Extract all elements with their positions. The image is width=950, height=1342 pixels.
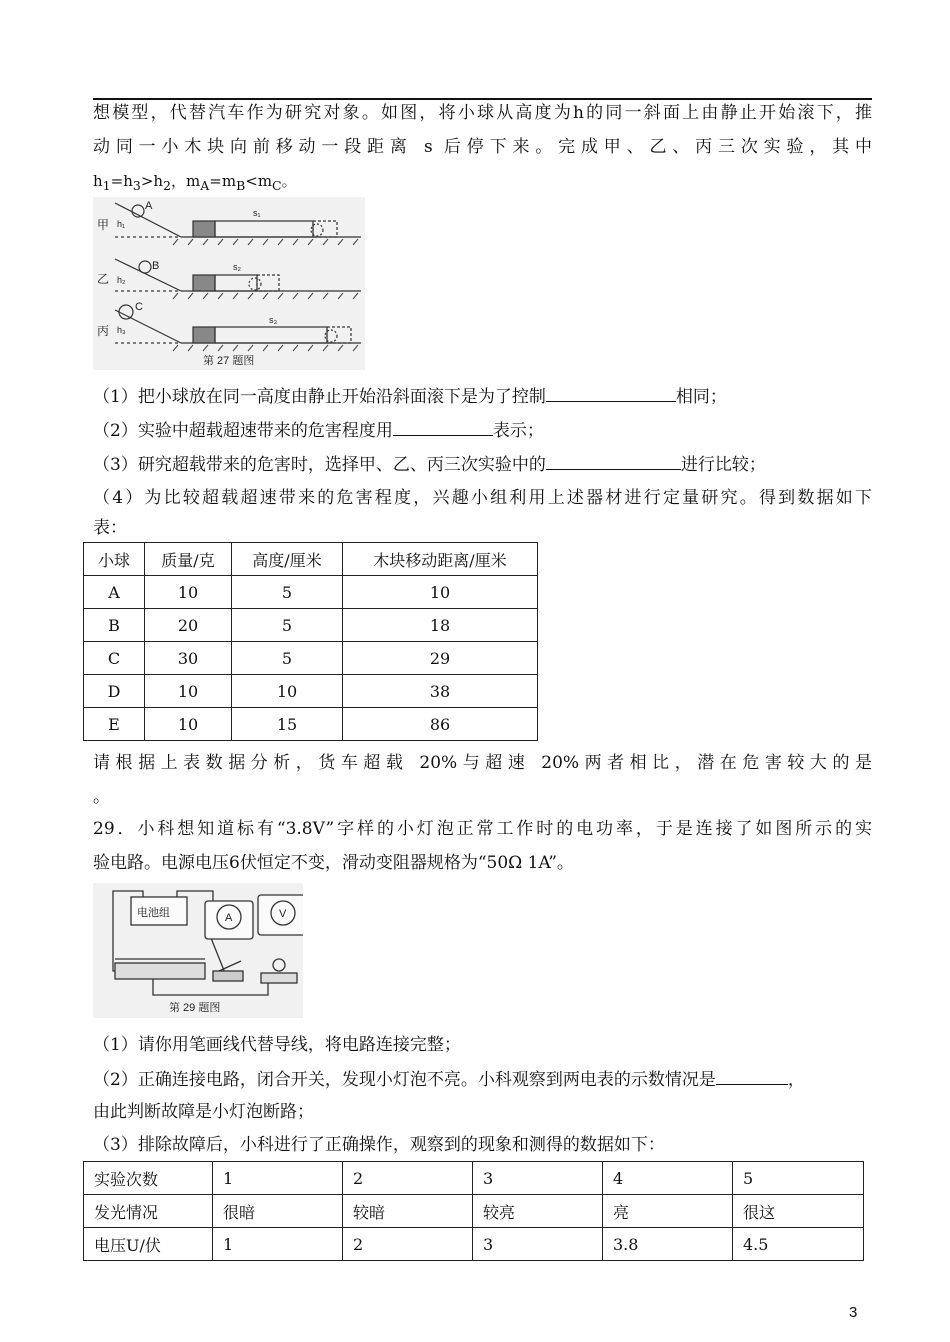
question-29-3: （3）排除故障后，小科进行了正确操作，观察到的现象和测得的数据如下： bbox=[93, 1135, 665, 1155]
ammeter-label: A bbox=[225, 912, 233, 924]
table-cell: B bbox=[84, 609, 145, 642]
table-cell: 3 bbox=[473, 1228, 603, 1261]
page-number: 3 bbox=[849, 1304, 858, 1321]
table-cell: 20 bbox=[145, 609, 232, 642]
table-row bbox=[84, 609, 538, 642]
table-row bbox=[84, 1228, 864, 1261]
figure-27-caption: 第 27 题图 bbox=[203, 355, 255, 367]
question-3-line bbox=[93, 453, 766, 476]
conclusion-line: 请根据上表数据分析，货车超载 20%与超速 20%两者相比，潜在危害较大的是 bbox=[93, 753, 872, 773]
header-cell: 高度/厘米 bbox=[232, 543, 343, 576]
table-row bbox=[84, 675, 538, 708]
ball-label-a: A bbox=[145, 200, 153, 212]
table-cell: A bbox=[84, 576, 145, 609]
table-cell: 1 bbox=[213, 1228, 343, 1261]
question-2-tail: 表示； bbox=[492, 421, 544, 441]
ball-label-b: B bbox=[152, 260, 160, 272]
height-label-1: h₁ bbox=[117, 219, 126, 229]
table-cell: 10 bbox=[145, 708, 232, 741]
answer-blank-3[interactable] bbox=[546, 453, 681, 470]
table-cell: 电压U/伏 bbox=[84, 1228, 213, 1261]
figure-29 bbox=[93, 883, 303, 1018]
table-cell: 4 bbox=[603, 1162, 733, 1195]
top-rule bbox=[93, 98, 872, 100]
height-label-2: h₂ bbox=[117, 275, 126, 285]
data-table-balls bbox=[83, 542, 538, 741]
table-cell: 2 bbox=[343, 1162, 473, 1195]
table-cell: 38 bbox=[343, 675, 538, 708]
question-29-2-line bbox=[93, 1068, 805, 1091]
conclusion-end: 。 bbox=[93, 787, 110, 807]
data-table-lamp bbox=[83, 1161, 864, 1261]
paragraph-line-3: $h_1=h_3>h_2$，$m_A=m_B<m_C$。 bbox=[93, 172, 297, 193]
figure-27 bbox=[93, 197, 365, 370]
table-cell: 5 bbox=[232, 609, 343, 642]
question-3-tail: 进行比较； bbox=[680, 455, 766, 475]
question-29-2-line-2: 由此判断故障是小灯泡断路； bbox=[93, 1102, 314, 1122]
header-cell: 质量/克 bbox=[145, 543, 232, 576]
table-cell: 86 bbox=[343, 708, 538, 741]
table-cell: 10 bbox=[232, 675, 343, 708]
table-cell: 较亮 bbox=[473, 1195, 603, 1228]
question-29-2-comma: ， bbox=[787, 1070, 805, 1090]
question-1-text: （1）把小球放在同一高度由静止开始沿斜面滚下是为了控制 bbox=[93, 387, 546, 407]
table-row bbox=[84, 1195, 864, 1228]
table-row bbox=[84, 708, 538, 741]
table-cell: D bbox=[84, 675, 145, 708]
table-cell: 15 bbox=[232, 708, 343, 741]
table-cell: 10 bbox=[145, 576, 232, 609]
distance-label-2: s₂ bbox=[233, 262, 241, 272]
question-4-line-2: 表： bbox=[93, 518, 127, 538]
header-cell: 小球 bbox=[84, 543, 145, 576]
table-cell: 18 bbox=[343, 609, 538, 642]
answer-blank-2[interactable] bbox=[393, 419, 493, 436]
row-label-jia: 甲 bbox=[97, 218, 110, 232]
table-cell: 较暗 bbox=[343, 1195, 473, 1228]
table-cell: 亮 bbox=[603, 1195, 733, 1228]
figure-29-caption: 第 29 题图 bbox=[169, 1002, 221, 1014]
table-row bbox=[84, 642, 538, 675]
question-2-text: （2）实验中超载超速带来的危害程度用 bbox=[93, 421, 393, 441]
question-4-line: （4）为比较超载超速带来的危害程度，兴趣小组利用上述器材进行定量研究。得到数据如下 bbox=[93, 488, 872, 508]
row-label-bing: 丙 bbox=[97, 324, 110, 338]
table-cell: 29 bbox=[343, 642, 538, 675]
question-1-line bbox=[93, 385, 727, 408]
question-3-text: （3）研究超载带来的危害时，选择甲、乙、丙三次实验中的 bbox=[93, 455, 546, 475]
answer-blank-1[interactable] bbox=[546, 385, 676, 402]
distance-label-1: s₁ bbox=[253, 208, 261, 218]
table-cell: E bbox=[84, 708, 145, 741]
table-cell: 5 bbox=[733, 1162, 864, 1195]
question-2-line bbox=[93, 419, 544, 442]
height-label-3: h₃ bbox=[117, 325, 126, 335]
question-29-line-1: 29．小科想知道标有“3.8V”字样的小灯泡正常工作时的电功率，于是连接了如图所示的实 bbox=[93, 819, 872, 839]
table-cell: C bbox=[84, 642, 145, 675]
table-cell: 实验次数 bbox=[84, 1162, 213, 1195]
table-cell: 发光情况 bbox=[84, 1195, 213, 1228]
answer-blank-29-2[interactable] bbox=[716, 1068, 788, 1085]
paragraph-line-2: 动同一小木块向前移动一段距离 s 后停下来。完成甲、乙、丙三次实验，其中 bbox=[93, 137, 872, 157]
table-cell: 3.8 bbox=[603, 1228, 733, 1261]
ball-label-c: C bbox=[135, 301, 143, 313]
table-cell: 很这 bbox=[733, 1195, 864, 1228]
question-29-2-text: （2）正确连接电路，闭合开关，发现小灯泡不亮。小科观察到两电表的示数情况是 bbox=[93, 1070, 716, 1090]
table-cell: 5 bbox=[232, 576, 343, 609]
row-label-yi: 乙 bbox=[97, 272, 110, 286]
table-cell: 1 bbox=[213, 1162, 343, 1195]
table-cell: 5 bbox=[232, 642, 343, 675]
question-29-1: （1）请你用笔画线代替导线，将电路连接完整； bbox=[93, 1035, 461, 1055]
voltmeter-label: V bbox=[279, 908, 287, 920]
distance-label-3: s₃ bbox=[269, 315, 278, 325]
table-cell: 10 bbox=[343, 576, 538, 609]
table-cell: 30 bbox=[145, 642, 232, 675]
table-cell: 很暗 bbox=[213, 1195, 343, 1228]
table-header-row bbox=[84, 543, 538, 576]
table-cell: 3 bbox=[473, 1162, 603, 1195]
table-row bbox=[84, 576, 538, 609]
battery-label: 电池组 bbox=[137, 907, 170, 919]
table-row bbox=[84, 1162, 864, 1195]
question-29-line-2: 验电路。电源电压6伏恒定不变，滑动变阻器规格为“50Ω 1A”。 bbox=[93, 853, 574, 873]
header-cell: 木块移动距离/厘米 bbox=[343, 543, 538, 576]
question-1-tail: 相同； bbox=[675, 387, 727, 407]
table-cell: 10 bbox=[145, 675, 232, 708]
table-cell: 2 bbox=[343, 1228, 473, 1261]
table-cell: 4.5 bbox=[733, 1228, 864, 1261]
paragraph-line-1: 想模型，代替汽车作为研究对象。如图，将小球从高度为h的同一斜面上由静止开始滚下，推 bbox=[93, 103, 872, 123]
